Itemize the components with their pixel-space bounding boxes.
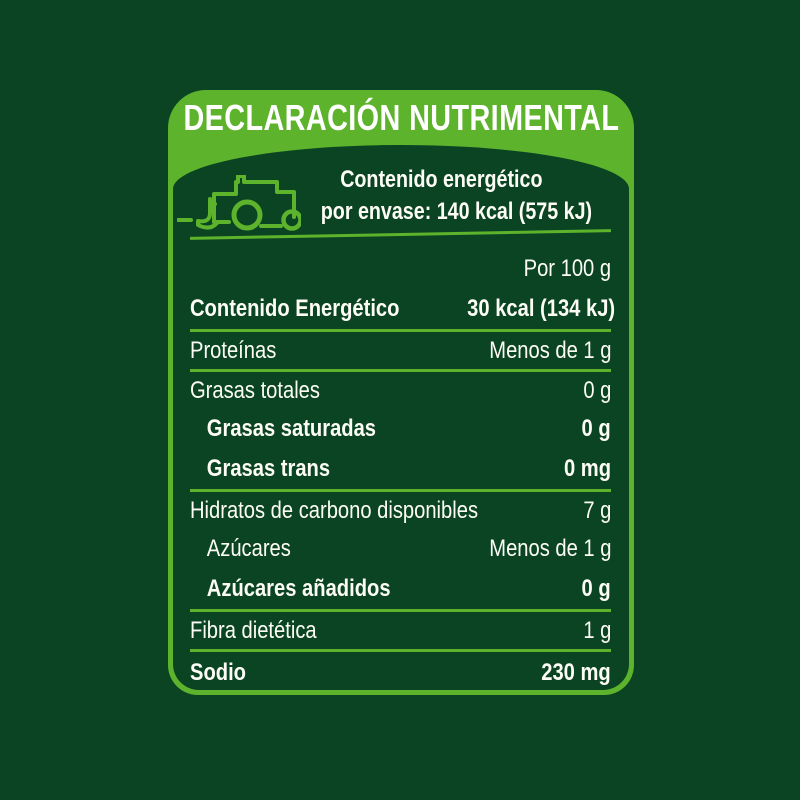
row-label: Grasas saturadas: [206, 415, 377, 442]
row-label: Hidratos de carbono disponibles: [190, 496, 479, 524]
row-value: Menos de 1 g: [488, 336, 611, 364]
table-row: [190, 609, 611, 649]
row-label: Azúcares añadidos: [206, 575, 391, 602]
row-label: Azúcares: [206, 535, 291, 562]
row-value: 0 g: [582, 376, 611, 404]
row-value: 0 g: [581, 415, 611, 442]
table-column-header-row: [190, 249, 611, 289]
table-row: [190, 649, 611, 693]
row-value: 30 kcal (134 kJ): [467, 295, 616, 322]
energy-banner-line1: Contenido energético: [339, 166, 543, 193]
table-row: [190, 289, 616, 329]
table-row: [190, 489, 611, 529]
row-value: 230 mg: [541, 658, 611, 686]
row-value: Menos de 1 g: [488, 535, 611, 562]
row-label: Contenido Energético: [190, 295, 400, 322]
row-label: Proteínas: [190, 336, 277, 364]
nutrition-table: [190, 249, 616, 693]
row-value: 7 g: [582, 496, 611, 524]
page-title: DECLARACIÓN NUTRIMENTAL: [183, 97, 619, 138]
table-row: [190, 409, 611, 449]
row-value: 1 g: [582, 616, 611, 644]
label-header: [168, 90, 634, 146]
table-row: [190, 449, 611, 489]
table-row: [190, 369, 611, 409]
column-header: Por 100 g: [523, 255, 611, 282]
row-label: Sodio: [190, 658, 246, 686]
row-label: Grasas totales: [190, 376, 320, 404]
tractor-icon: [177, 175, 301, 235]
table-row: [190, 329, 611, 369]
table-row: [190, 529, 611, 569]
label-body: [173, 145, 629, 690]
table-row: [190, 569, 611, 609]
row-label: Fibra dietética: [190, 616, 317, 644]
row-label: Grasas trans: [206, 455, 331, 482]
row-value: 0 mg: [563, 455, 611, 482]
row-value: 0 g: [581, 575, 611, 602]
energy-banner-line2: por envase: 140 kcal (575 kJ): [320, 198, 593, 225]
nutrition-label-panel: [168, 90, 634, 695]
energy-banner: [291, 164, 591, 228]
